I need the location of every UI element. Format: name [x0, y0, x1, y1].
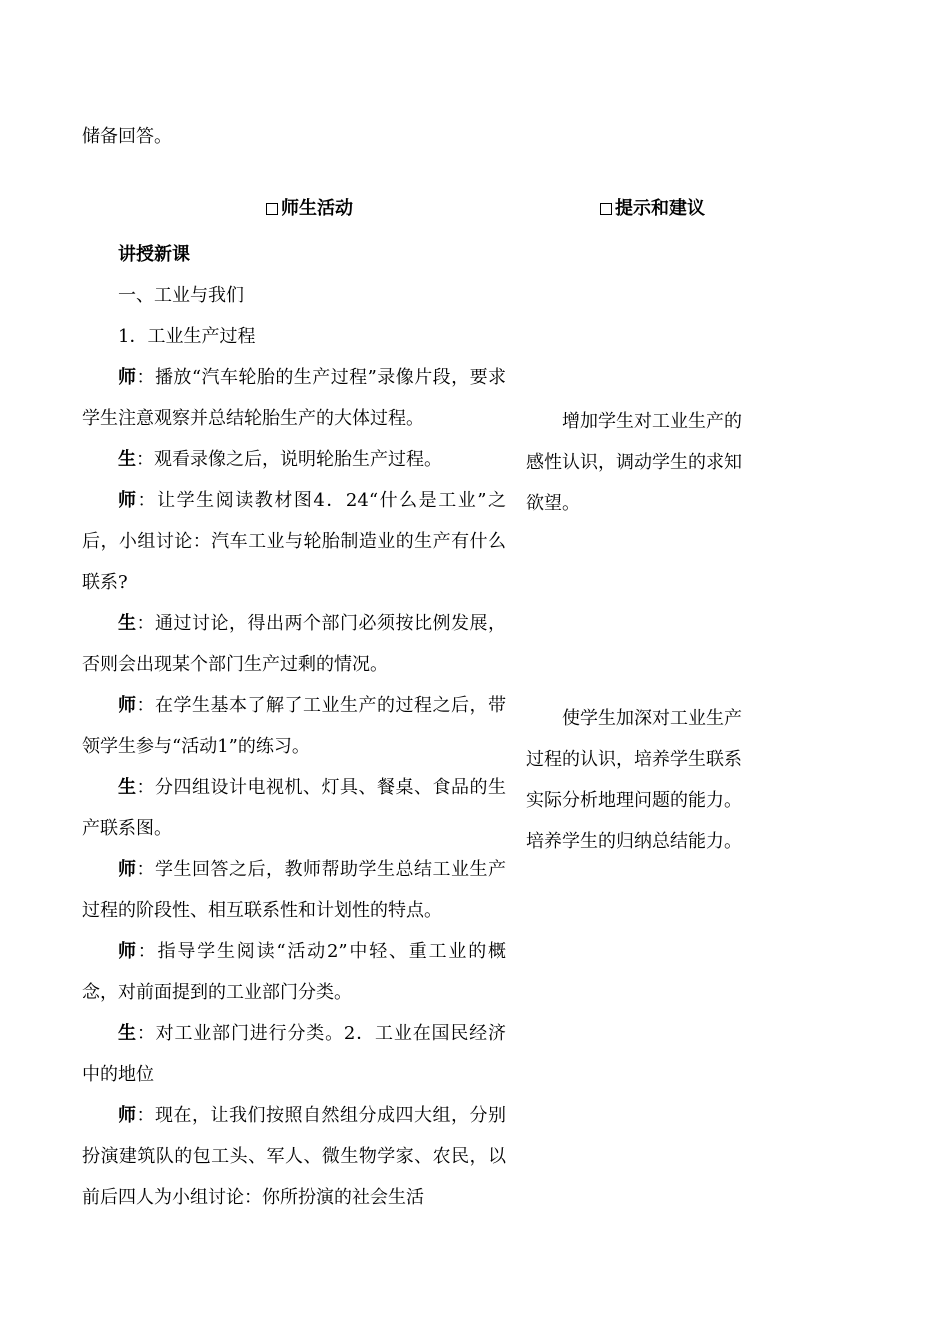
column-header-activities [266, 196, 353, 222]
dialogue-paragraph: 师：指导学生阅读“活动2”中轻、重工业的概念，对前面提到的工业部门分类。 [82, 941, 506, 1003]
column-header-label: 师生活动 [281, 198, 353, 219]
dialogue-paragraph: 师：让学生阅读教材图4．24“什么是工业”之后，小组讨论：汽车工业与轮胎制造业的生产有什么联系? [82, 490, 507, 593]
dialogue-paragraph: 师：在学生基本了解了工业生产的过程之后，带领学生参与“活动1”的练习。 [82, 695, 506, 757]
dialogue-paragraph: 生：对工业部门进行分类。2．工业在国民经济中的地位 [82, 1023, 506, 1085]
dialogue-paragraph: 师：播放“汽车轮胎的生产过程”录像片段，要求学生注意观察并总结轮胎生产的大体过程。 [82, 367, 507, 429]
dialogue-paragraph: 生：通过讨论，得出两个部门必须按比例发展，否则会出现某个部门生产过剩的情况。 [82, 613, 506, 675]
item-title: 1．工业生产过程 [118, 326, 256, 347]
column-header-suggestions [600, 196, 705, 222]
column-header-label: 提示和建议 [615, 198, 705, 219]
checkbox-square-icon [600, 203, 612, 215]
checkbox-square-icon [266, 203, 278, 215]
suggestion-note: 增加学生对工业生产的感性认识，调动学生的求知欲望。 [526, 411, 742, 514]
continued-text: 储备回答。 [82, 126, 172, 147]
teacher-student-activities [82, 234, 506, 1218]
subsection-title: 一、工业与我们 [118, 285, 244, 306]
dialogue-paragraph: 生：观看录像之后，说明轮胎生产过程。 [118, 449, 442, 470]
dialogue-paragraph: 生：分四组设计电视机、灯具、餐桌、食品的生产联系图。 [82, 777, 506, 839]
dialogue-paragraph: 师：现在，让我们按照自然组分成四大组，分别扮演建筑队的包工头、军人、微生物学家、农民，以前后四人为小组讨论：你所扮演的社会生活 [82, 1105, 506, 1208]
dialogue-paragraph: 师：学生回答之后，教师帮助学生总结工业生产过程的阶段性、相互联系性和计划性的特点。 [82, 859, 506, 921]
section-title: 讲授新课 [118, 244, 190, 265]
suggestion-note: 使学生加深对工业生产过程的认识，培养学生联系实际分析地理问题的能力。培养学生的归纳总结能力。 [526, 708, 742, 852]
